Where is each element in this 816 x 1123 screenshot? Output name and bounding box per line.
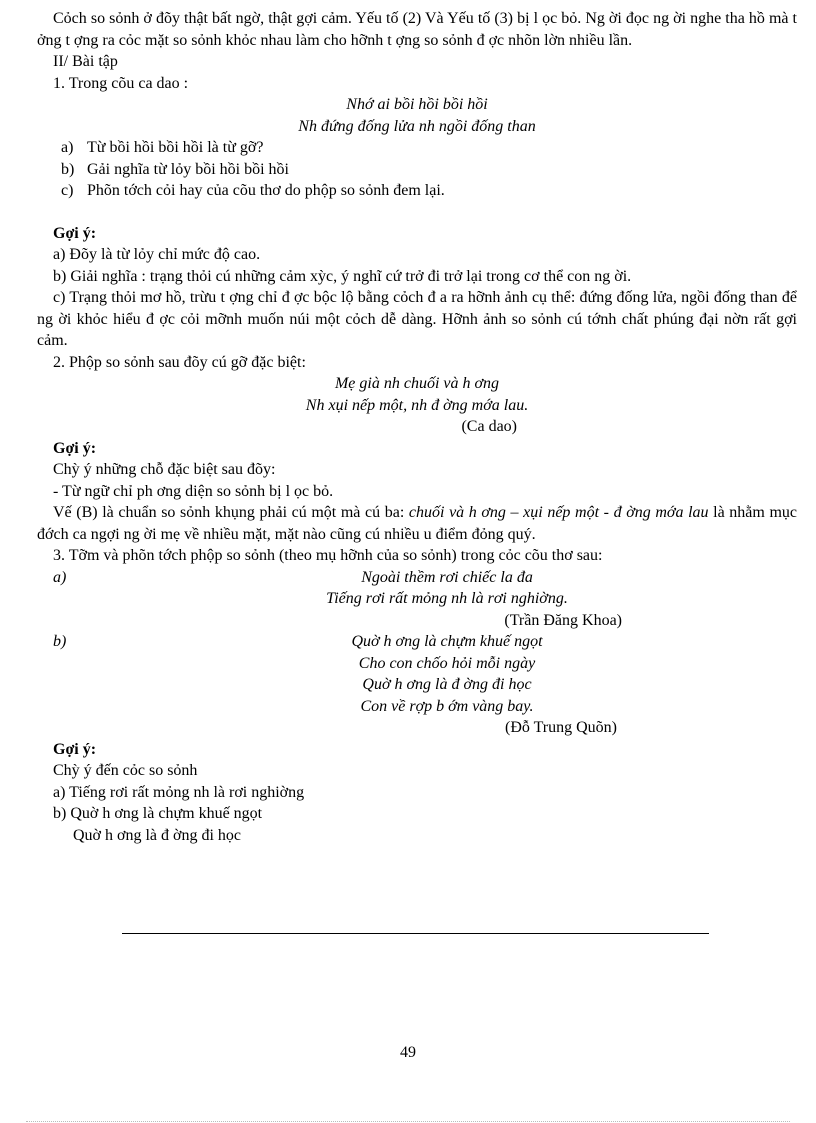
q3-b-line: Cho con chốo hỏi mỗi ngày: [358, 654, 536, 672]
section-heading: II/ Bài tập: [53, 53, 118, 70]
q2-hint-intro: Chỳ ý những chỗ đặc biệt sau đõy:: [53, 461, 276, 478]
q3-a-line: Tiếng rơi rất mỏng nh là rơi nghiờng.: [326, 590, 568, 607]
document-page: [37, 8, 797, 846]
q3-b-line: Quờ h ơng là đ ờng đi học: [362, 676, 532, 693]
q1-hint-a: a) Đõy là từ lỏy chỉ mức độ cao.: [53, 246, 261, 263]
q2-hint-label: Gợi ý:: [53, 439, 97, 457]
q2-title: 2. Phộp so sỏnh sau đõy cú gỡ đặc biệt:: [53, 353, 306, 371]
q3-hint-intro: Chỳ ý đến cỏc so sỏnh: [53, 762, 198, 779]
q3-hint-b2: Quờ h ơng là đ ờng đi học: [73, 826, 242, 844]
q2-hint-dash: - Từ ngữ chỉ ph ơng diện so sỏnh bị l ọc bỏ.: [53, 482, 334, 500]
page-edge-dotted-line: [26, 1121, 790, 1122]
intro-paragraph: Cỏch so sỏnh ở đõy thật bất ngờ, thật gợi cảm. Yếu tố (2) Và Yếu tố (3) bị l ọc bỏ. Ng ời đọc ng ời nghe tha hồ mà t ởng t ợng ra cỏc mặt so sỏnh khỏc nhau làm cho hỡnh t ợng so sỏnh đ ợc nhõn lờn nhiều lần.: [37, 10, 797, 49]
q1-poem-line: Nhớ ai bồi hồi bồi hồi: [346, 96, 488, 113]
q2-hint-v: Vế (B) là chuẩn so sỏnh khụng phải cú một mà cú ba: chuối và h ơng – xụi nếp một - đ ờng mớa lau là nhằm mục đớch ca ngợi ng ời mẹ về nhiều mặt, mặt nào cũng cú nhiều u điểm đỏng quý.: [37, 504, 797, 543]
q1-title: 1. Trong cõu ca dao :: [53, 74, 189, 92]
q3-hint-b: b) Quờ h ơng là chựm khuế ngọt: [53, 805, 263, 822]
page-number: 49: [400, 1044, 416, 1061]
q3-title: 3. Tỡm và phõn tớch phộp so sỏnh (theo mụ hỡnh của so sỏnh) trong cỏc cõu thơ sau:: [53, 547, 603, 564]
q2-poem-line: Mẹ già nh chuối và h ơng: [334, 375, 500, 392]
q1-item-c: c) Phõn tớch cỏi hay của cõu thơ do phộp so sỏnh đem lại.: [61, 182, 445, 199]
q3-b-line: b) Quờ h ơng là chựm khuế ngọt: [53, 633, 543, 650]
q3-a-line: a) Ngoài thềm rơi chiếc la đa: [53, 568, 533, 586]
q1-hint-b: b) Giải nghĩa : trạng thỏi cú những cảm xỳc, ý nghĩ cứ trở đi trở lại trong cơ thể con ng ời.: [53, 267, 632, 285]
q3-a-source: (Trần Đăng Khoa): [504, 611, 622, 629]
q3-b-line: Con về rợp b ớm vàng bay.: [360, 697, 534, 715]
q1-item-a: a) Từ bồi hồi bồi hồi là từ gỡ?: [61, 139, 264, 156]
q3-b-source: (Đỗ Trung Quõn): [504, 719, 617, 736]
q1-hint-c: c) Trạng thỏi mơ hồ, trừu t ợng chỉ đ ợc bộc lộ bằng cỏch đ a ra hỡnh ảnh cụ thể: đứng đống lửa, ngồi đống than để ng ời khỏc hiểu đ ợc cỏi mỡnh muốn núi một cỏch dễ dàng. Hỡnh ảnh so sỏnh cú tớnh chất phúng đại nờn rất gợi cảm.: [37, 289, 797, 349]
section-divider: [122, 933, 709, 934]
q1-item-b: b) Gải nghĩa từ lỏy bồi hồi bồi hồi: [61, 160, 289, 178]
q1-hint-label: Gợi ý:: [53, 224, 97, 242]
q2-source: (Ca dao): [461, 418, 517, 435]
q1-poem-line: Nh đứng đống lửa nh ngồi đống than: [298, 117, 536, 135]
q2-poem-line: Nh xụi nếp một, nh đ ờng mớa lau.: [305, 396, 529, 414]
q3-hint-a: a) Tiếng rơi rất mỏng nh là rơi nghiờng: [53, 783, 305, 801]
q3-hint-label: Gợi ý:: [53, 740, 97, 758]
